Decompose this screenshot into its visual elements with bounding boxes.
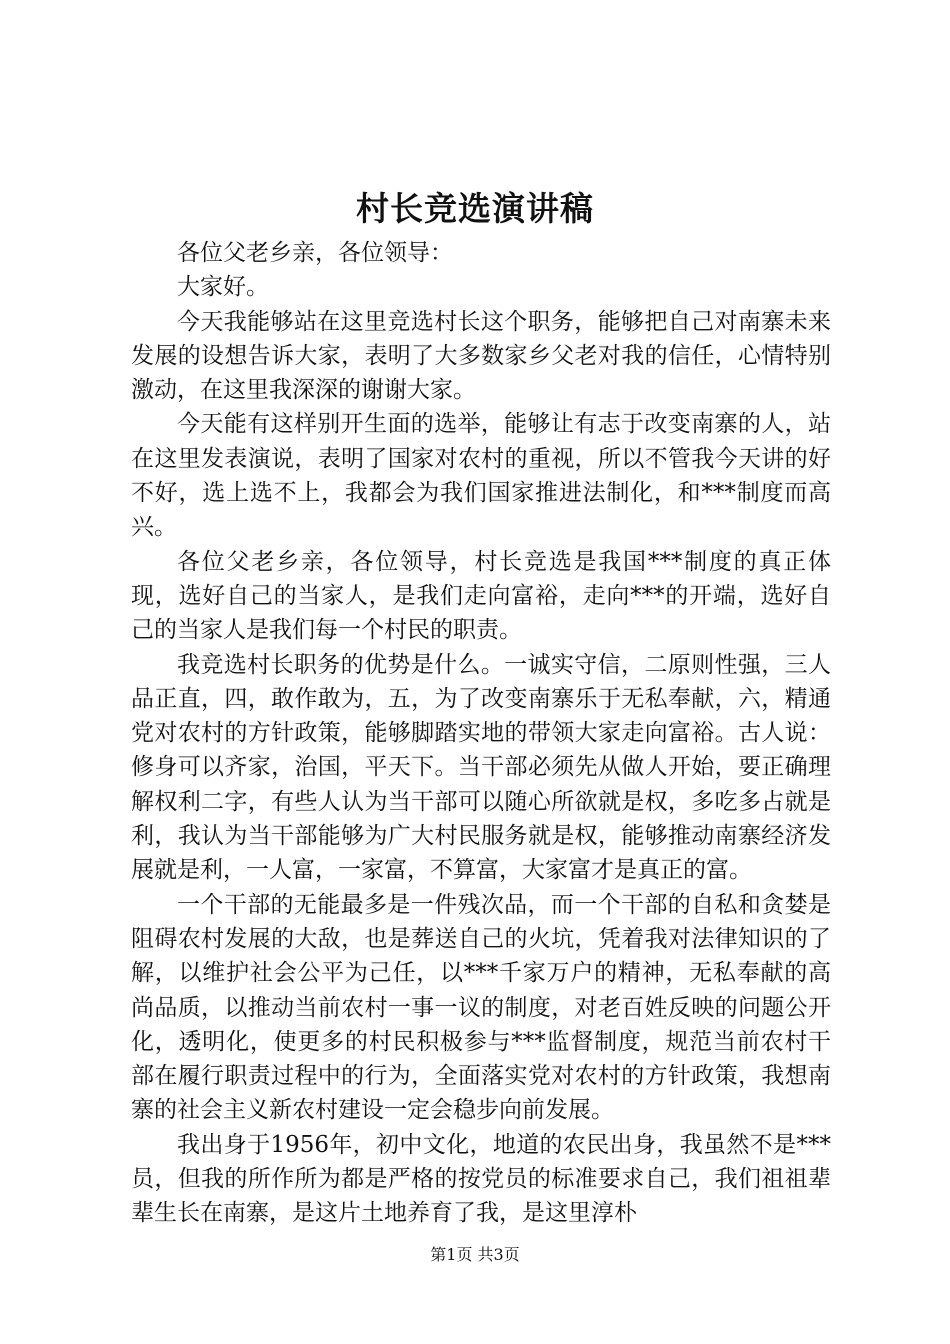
paragraph-cadre: 一个干部的无能最多是一件残次品，而一个干部的自私和贪婪是阻碍农村发展的大敌，也是葬送自己的火坑，凭着我对法律知识的了解，以维护社会公平为己任，以***千家万户的精神，无私奉献的高尚品质，以推动当前农村一事一议的制度，对老百姓反映的问题公开化，透明化，使更多的村民积极参与***监督制度，规范当前农村干部在履行职责过程中的行为，全面落实党对农村的方针政策，我想南寨的社会主义新农村建设一定会稳步向前发展。 — [131, 891, 831, 1124]
paragraph-background: 我出身于1956年，初中文化，地道的农民出身，我虽然不是***员，但我的所作所为都是严格的按党员的标准要求自己，我们祖祖辈辈生长在南寨，是这片土地养育了我，是这里淳朴 — [131, 1131, 831, 1227]
paragraph-hello: 大家好。 — [177, 274, 269, 301]
paragraph-advantages: 我竞选村长职务的优势是什么。一诚实守信，二原则性强，三人品正直，四，敢作敢为，五，为了改变南寨乐于无私奉献，六，精通党对农村的方针政策，能够脚踏实地的带领大家走向富裕。古人说：修身可以齐家，治国，平天下。当干部必须先从做人开始，要正确理解权利二字，有些人认为当干部可以随心所欲就是权，多吃多占就是利，我认为当干部能够为广大村民服务就是权，能够推动南寨经济发展就是利，一人富，一家富，不算富，大家富才是真正的富。 — [131, 651, 831, 884]
paragraph-greeting: 各位父老乡亲，各位领导： — [177, 240, 453, 266]
page-footer: 第1页 共3页 — [430, 1245, 520, 1264]
document-title: 村长竞选演讲稿 — [356, 189, 594, 228]
paragraph-responsibility: 各位父老乡亲，各位领导，村长竞选是我国***制度的真正体现，选好自己的当家人，是我们走向富裕，走向***的开端，选好自己的当家人是我们每一个村民的职责。 — [131, 548, 831, 644]
document-body — [131, 236, 831, 1231]
paragraph-opening: 今天我能够站在这里竞选村长这个职务，能够把自己对南寨未来发展的设想告诉大家，表明了大多数家乡父老对我的信任，心情特别激动，在这里我深深的谢谢大家。 — [131, 308, 831, 404]
paragraph-election: 今天能有这样别开生面的选举，能够让有志于改变南寨的人，站在这里发表演说，表明了国家对农村的重视，所以不管我今天讲的好不好，选上选不上，我都会为我们国家推进法制化，和***制度而高兴。 — [131, 411, 831, 541]
